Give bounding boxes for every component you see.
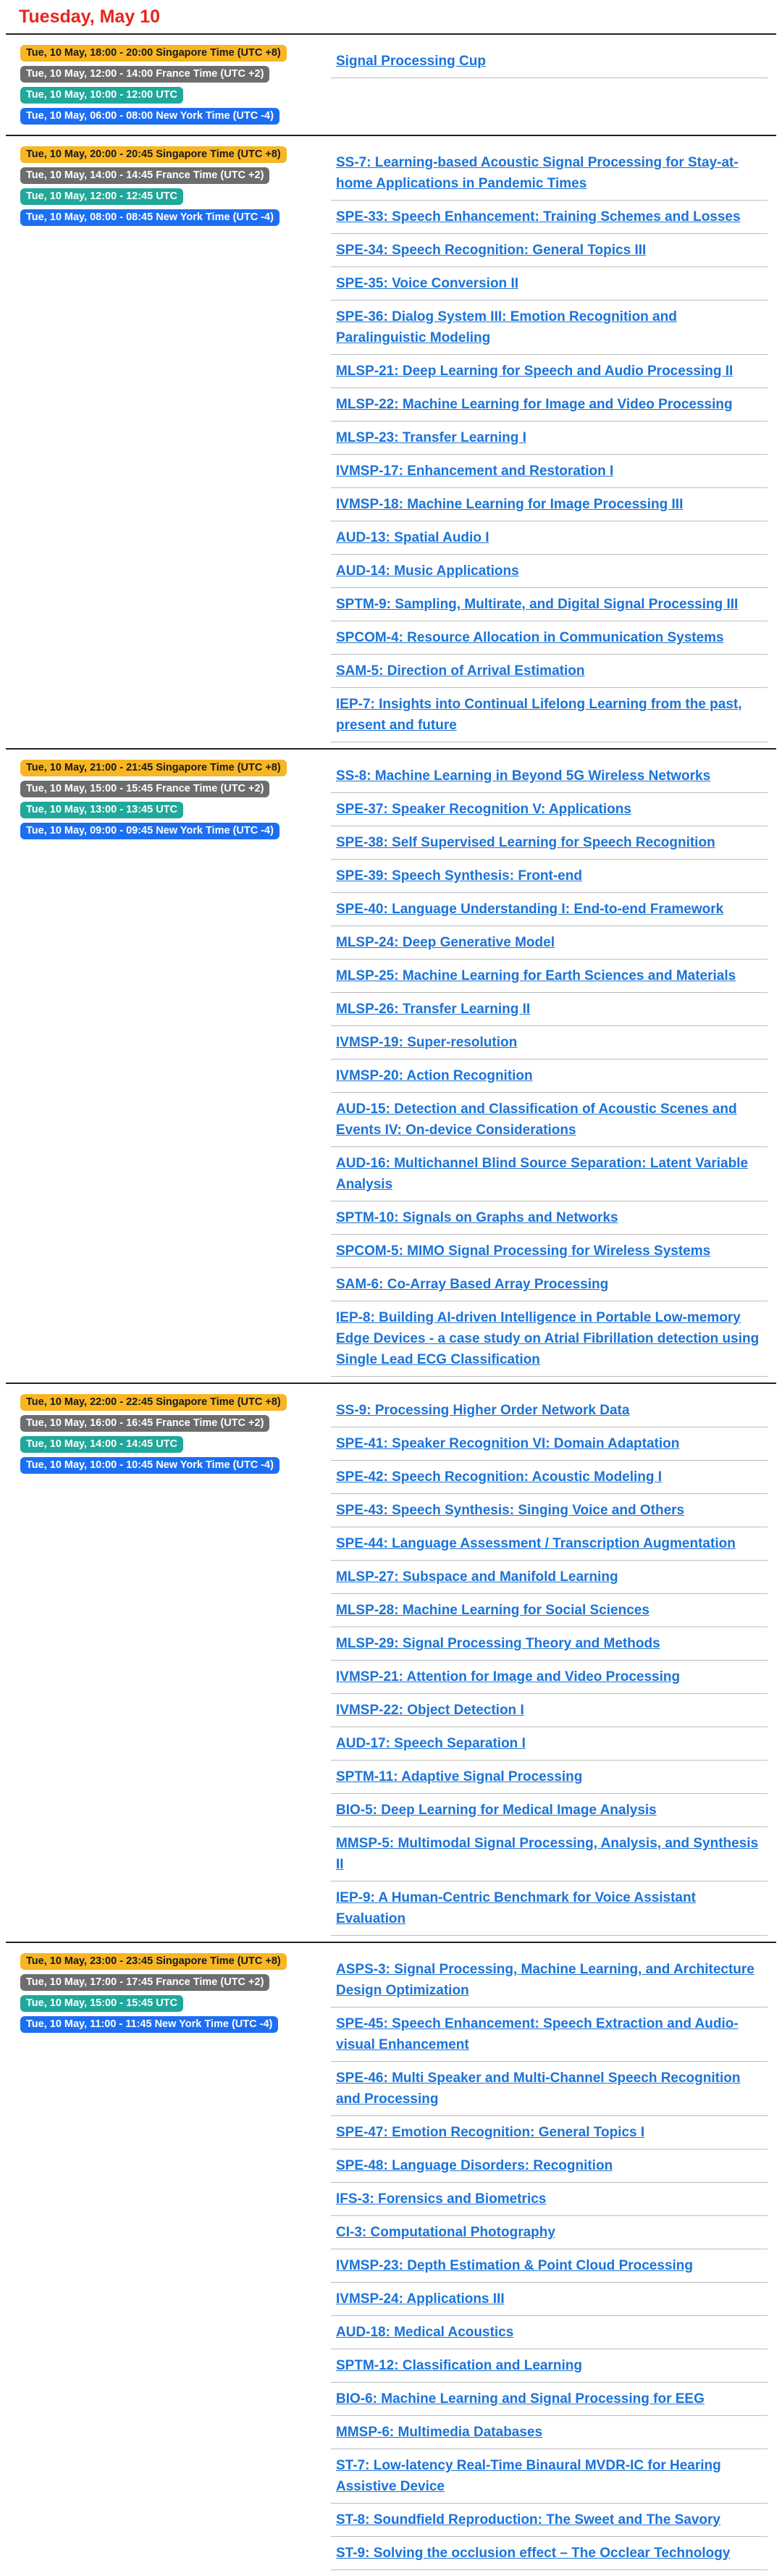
time-badges <box>6 1394 331 1936</box>
session-link[interactable]: ST-8: Soundfield Reproduction: The Sweet and The Savory <box>336 2512 720 2527</box>
utc-time-badge: Tue, 10 May, 10:00 - 12:00 UTC <box>20 87 183 104</box>
session-link[interactable]: SPE-42: Speech Recognition: Acoustic Modeling I <box>336 1469 663 1485</box>
session-link[interactable]: AUD-15: Detection and Classification of Acoustic Scenes and Events IV: On-device Considerations <box>336 1102 737 1138</box>
singapore-time-badge: Tue, 10 May, 22:00 - 22:45 Singapore Time (UTC +8) <box>20 1394 287 1411</box>
session-item <box>331 146 768 201</box>
session-item <box>331 2062 768 2116</box>
session-link[interactable]: SPE-46: Multi Speaker and Multi-Channel Speech Recognition and Processing <box>336 2071 741 2107</box>
session-item <box>331 355 768 388</box>
session-link[interactable]: SPCOM-4: Resource Allocation in Communication Systems <box>336 630 724 645</box>
session-item <box>331 201 768 234</box>
session-item <box>331 1427 768 1461</box>
session-item <box>331 1661 768 1694</box>
utc-time-badge: Tue, 10 May, 15:00 - 15:45 UTC <box>20 1995 183 2012</box>
session-item <box>331 1147 768 1201</box>
session-link[interactable]: AUD-13: Spatial Audio I <box>336 530 489 545</box>
session-item <box>331 1301 768 1377</box>
session-link[interactable]: IVMSP-17: Enhancement and Restoration I <box>336 463 614 479</box>
time-slot-block <box>6 1383 776 1942</box>
session-item <box>331 455 768 488</box>
session-link[interactable]: SPE-45: Speech Enhancement: Speech Extraction and Audio-visual Enhancement <box>336 2016 739 2052</box>
france-time-badge: Tue, 10 May, 12:00 - 14:00 France Time (UTC +2) <box>20 66 269 83</box>
time-badges <box>6 760 331 1377</box>
session-item <box>331 2116 768 2149</box>
session-item <box>331 826 768 860</box>
session-link[interactable]: IVMSP-20: Action Recognition <box>336 1068 533 1083</box>
session-item <box>331 2349 768 2383</box>
session-link[interactable]: AUD-14: Music Applications <box>336 563 519 579</box>
session-item <box>331 1060 768 1093</box>
session-link[interactable]: SPE-40: Language Understanding I: End-to-end Framework <box>336 902 724 917</box>
session-item <box>331 1394 768 1427</box>
france-time-badge: Tue, 10 May, 15:00 - 15:45 France Time (UTC +2) <box>20 781 269 797</box>
singapore-time-badge: Tue, 10 May, 20:00 - 20:45 Singapore Time (UTC +8) <box>20 146 287 163</box>
session-link[interactable]: BIO-5: Deep Learning for Medical Image Analysis <box>336 1803 657 1818</box>
newyork-time-badge: Tue, 10 May, 09:00 - 09:45 New York Time (UTC -4) <box>20 823 279 839</box>
france-time-badge: Tue, 10 May, 17:00 - 17:45 France Time (UTC +2) <box>20 1974 269 1991</box>
session-link[interactable]: SPE-34: Speech Recognition: General Topics III <box>336 243 647 258</box>
session-link[interactable]: SPE-41: Speaker Recognition VI: Domain Adaptation <box>336 1436 680 1451</box>
session-item <box>331 301 768 355</box>
session-item <box>331 2383 768 2416</box>
session-link[interactable]: SPE-47: Emotion Recognition: General Topics I <box>336 2125 645 2140</box>
session-list <box>331 760 776 1377</box>
session-item <box>331 1268 768 1301</box>
session-item <box>331 388 768 421</box>
session-link[interactable]: SPTM-11: Adaptive Signal Processing <box>336 1769 583 1784</box>
session-item <box>331 1026 768 1060</box>
session-link[interactable]: MLSP-22: Machine Learning for Image and Video Processing <box>336 397 733 412</box>
time-badges <box>6 146 331 742</box>
session-link[interactable]: ST-9: Solving the occlusion effect – The Occlear Technology <box>336 2546 731 2561</box>
time-slot-block <box>6 135 776 748</box>
time-slot-block <box>6 1942 776 2576</box>
newyork-time-badge: Tue, 10 May, 08:00 - 08:45 New York Time (UTC -4) <box>20 209 279 226</box>
singapore-time-badge: Tue, 10 May, 18:00 - 20:00 Singapore Time (UTC +8) <box>20 45 287 62</box>
session-link[interactable]: MLSP-29: Signal Processing Theory and Methods <box>336 1636 660 1651</box>
session-link[interactable]: MLSP-28: Machine Learning for Social Sciences <box>336 1603 649 1618</box>
france-time-badge: Tue, 10 May, 14:00 - 14:45 France Time (UTC +2) <box>20 167 269 184</box>
session-link[interactable]: SAM-6: Co-Array Based Array Processing <box>336 1277 609 1292</box>
session-link[interactable]: MLSP-27: Subspace and Manifold Learning <box>336 1569 618 1585</box>
session-item <box>331 1727 768 1761</box>
session-item <box>331 760 768 793</box>
session-link[interactable]: MLSP-26: Transfer Learning II <box>336 1002 531 1017</box>
session-link[interactable]: IEP-7: Insights into Continual Lifelong Learning from the past, present and future <box>336 697 742 733</box>
session-link[interactable]: ASPS-3: Signal Processing, Machine Learning, and Architecture Design Optimization <box>336 1962 754 1998</box>
session-item <box>331 2249 768 2283</box>
session-item <box>331 2416 768 2449</box>
utc-time-badge: Tue, 10 May, 12:00 - 12:45 UTC <box>20 188 183 205</box>
session-item <box>331 1761 768 1794</box>
session-link[interactable]: AUD-17: Speech Separation I <box>336 1736 526 1751</box>
session-link[interactable]: CI-3: Computational Photography <box>336 2225 555 2240</box>
session-item <box>331 2183 768 2216</box>
session-link[interactable]: IVMSP-19: Super-resolution <box>336 1035 518 1050</box>
session-link[interactable]: MMSP-5: Multimodal Signal Processing, Analysis, and Synthesis II <box>336 1836 759 1872</box>
session-link[interactable]: AUD-18: Medical Acoustics <box>336 2325 514 2340</box>
session-item <box>331 2449 768 2504</box>
time-badges <box>6 1953 331 2570</box>
session-item <box>331 488 768 521</box>
session-item <box>331 588 768 621</box>
session-link[interactable]: SPE-37: Speaker Recognition V: Applications <box>336 802 631 817</box>
session-item <box>331 1694 768 1727</box>
session-item <box>331 1093 768 1147</box>
session-link[interactable]: SPE-44: Language Assessment / Transcription Augmentation <box>336 1536 736 1551</box>
session-item <box>331 1201 768 1235</box>
session-item <box>331 1627 768 1661</box>
session-link[interactable]: IFS-3: Forensics and Biometrics <box>336 2191 547 2207</box>
session-link[interactable]: SPE-33: Speech Enhancement: Training Schemes and Losses <box>336 209 741 225</box>
singapore-time-badge: Tue, 10 May, 21:00 - 21:45 Singapore Time (UTC +8) <box>20 760 287 776</box>
session-link[interactable]: SPE-39: Speech Synthesis: Front-end <box>336 868 582 884</box>
session-item <box>331 2007 768 2062</box>
session-item <box>331 234 768 267</box>
session-link[interactable]: SPE-43: Speech Synthesis: Singing Voice and Others <box>336 1503 685 1518</box>
session-item <box>331 793 768 826</box>
session-link[interactable]: IVMSP-22: Object Detection I <box>336 1703 524 1718</box>
session-list <box>331 45 776 129</box>
session-link[interactable]: IEP-9: A Human-Centric Benchmark for Voice Assistant Evaluation <box>336 1890 696 1926</box>
session-link[interactable]: SPE-38: Self Supervised Learning for Speech Recognition <box>336 835 715 850</box>
session-item <box>331 1827 768 1881</box>
session-link[interactable]: MLSP-24: Deep Generative Model <box>336 935 555 950</box>
session-item <box>331 655 768 688</box>
session-item <box>331 926 768 960</box>
newyork-time-badge: Tue, 10 May, 10:00 - 10:45 New York Time (UTC -4) <box>20 1457 279 1474</box>
session-link[interactable]: MLSP-23: Transfer Learning I <box>336 430 526 445</box>
session-item <box>331 1527 768 1561</box>
session-list <box>331 1953 776 2570</box>
session-item <box>331 1881 768 1936</box>
session-link[interactable]: MLSP-25: Machine Learning for Earth Sciences and Materials <box>336 968 736 983</box>
session-item <box>331 421 768 455</box>
session-item <box>331 555 768 588</box>
session-link[interactable]: SPTM-9: Sampling, Multirate, and Digital Signal Processing III <box>336 597 739 612</box>
session-item <box>331 2216 768 2249</box>
session-link[interactable]: SPTM-12: Classification and Learning <box>336 2358 582 2373</box>
session-item <box>331 2149 768 2183</box>
session-item <box>331 1494 768 1527</box>
session-link[interactable]: SS-9: Processing Higher Order Network Data <box>336 1403 630 1418</box>
france-time-badge: Tue, 10 May, 16:00 - 16:45 France Time (UTC +2) <box>20 1415 269 1432</box>
session-item <box>331 1794 768 1827</box>
session-item <box>331 2537 768 2570</box>
session-list <box>331 1394 776 1936</box>
session-link[interactable]: ST-7: Low-latency Real-Time Binaural MVDR-IC for Hearing Assistive Device <box>336 2458 721 2494</box>
schedule-blocks <box>0 33 782 2576</box>
session-list <box>331 146 776 742</box>
session-item <box>331 267 768 301</box>
session-item <box>331 45 768 78</box>
time-slot-block <box>6 748 776 1383</box>
newyork-time-badge: Tue, 10 May, 06:00 - 08:00 New York Time (UTC -4) <box>20 108 279 125</box>
session-item <box>331 521 768 555</box>
session-item <box>331 1561 768 1594</box>
session-item <box>331 860 768 893</box>
session-link[interactable]: SPE-36: Dialog System III: Emotion Recognition and Paralinguistic Modeling <box>336 309 677 345</box>
singapore-time-badge: Tue, 10 May, 23:00 - 23:45 Singapore Time (UTC +8) <box>20 1953 287 1970</box>
time-slot-block <box>6 33 776 135</box>
session-link[interactable]: IVMSP-23: Depth Estimation & Point Cloud Processing <box>336 2258 693 2273</box>
session-link[interactable]: SPTM-10: Signals on Graphs and Networks <box>336 1210 618 1225</box>
session-link[interactable]: SS-7: Learning-based Acoustic Signal Processing for Stay-at-home Applications in Pandemic Times <box>336 155 739 191</box>
session-item <box>331 1594 768 1627</box>
session-link[interactable]: SPCOM-5: MIMO Signal Processing for Wireless Systems <box>336 1243 711 1259</box>
session-link[interactable]: SS-8: Machine Learning in Beyond 5G Wireless Networks <box>336 768 711 784</box>
session-item <box>331 621 768 655</box>
session-item <box>331 688 768 742</box>
utc-time-badge: Tue, 10 May, 14:00 - 14:45 UTC <box>20 1436 183 1453</box>
session-item <box>331 2504 768 2537</box>
session-link[interactable]: IVMSP-24: Applications III <box>336 2291 505 2307</box>
session-item <box>331 2283 768 2316</box>
session-link[interactable]: BIO-6: Machine Learning and Signal Processing for EEG <box>336 2391 705 2407</box>
newyork-time-badge: Tue, 10 May, 11:00 - 11:45 New York Time (UTC -4) <box>20 2016 278 2033</box>
session-link[interactable]: SPE-48: Language Disorders: Recognition <box>336 2158 613 2173</box>
session-item <box>331 893 768 926</box>
session-link[interactable]: MMSP-6: Multimedia Databases <box>336 2425 543 2440</box>
session-item <box>331 1953 768 2007</box>
session-link[interactable]: IVMSP-21: Attention for Image and Video Processing <box>336 1669 681 1685</box>
session-link[interactable]: SPE-35: Voice Conversion II <box>336 276 519 291</box>
session-link[interactable]: SAM-5: Direction of Arrival Estimation <box>336 663 585 679</box>
utc-time-badge: Tue, 10 May, 13:00 - 13:45 UTC <box>20 802 183 818</box>
session-item <box>331 2316 768 2349</box>
session-link[interactable]: IVMSP-18: Machine Learning for Image Processing III <box>336 497 684 512</box>
session-item <box>331 1235 768 1268</box>
session-link[interactable]: IEP-8: Building AI-driven Intelligence in Portable Low-memory Edge Devices - a case study on Atrial Fibrillation detection using Single Lead ECG Classification <box>336 1310 760 1367</box>
session-link[interactable]: Signal Processing Cup <box>336 54 486 69</box>
time-badges <box>6 45 331 129</box>
session-link[interactable]: MLSP-21: Deep Learning for Speech and Audio Processing II <box>336 364 733 379</box>
session-item <box>331 1461 768 1494</box>
day-title: Tuesday, May 10 <box>19 7 160 27</box>
session-item <box>331 960 768 993</box>
session-link[interactable]: AUD-16: Multichannel Blind Source Separation: Latent Variable Analysis <box>336 1156 749 1192</box>
session-item <box>331 993 768 1026</box>
